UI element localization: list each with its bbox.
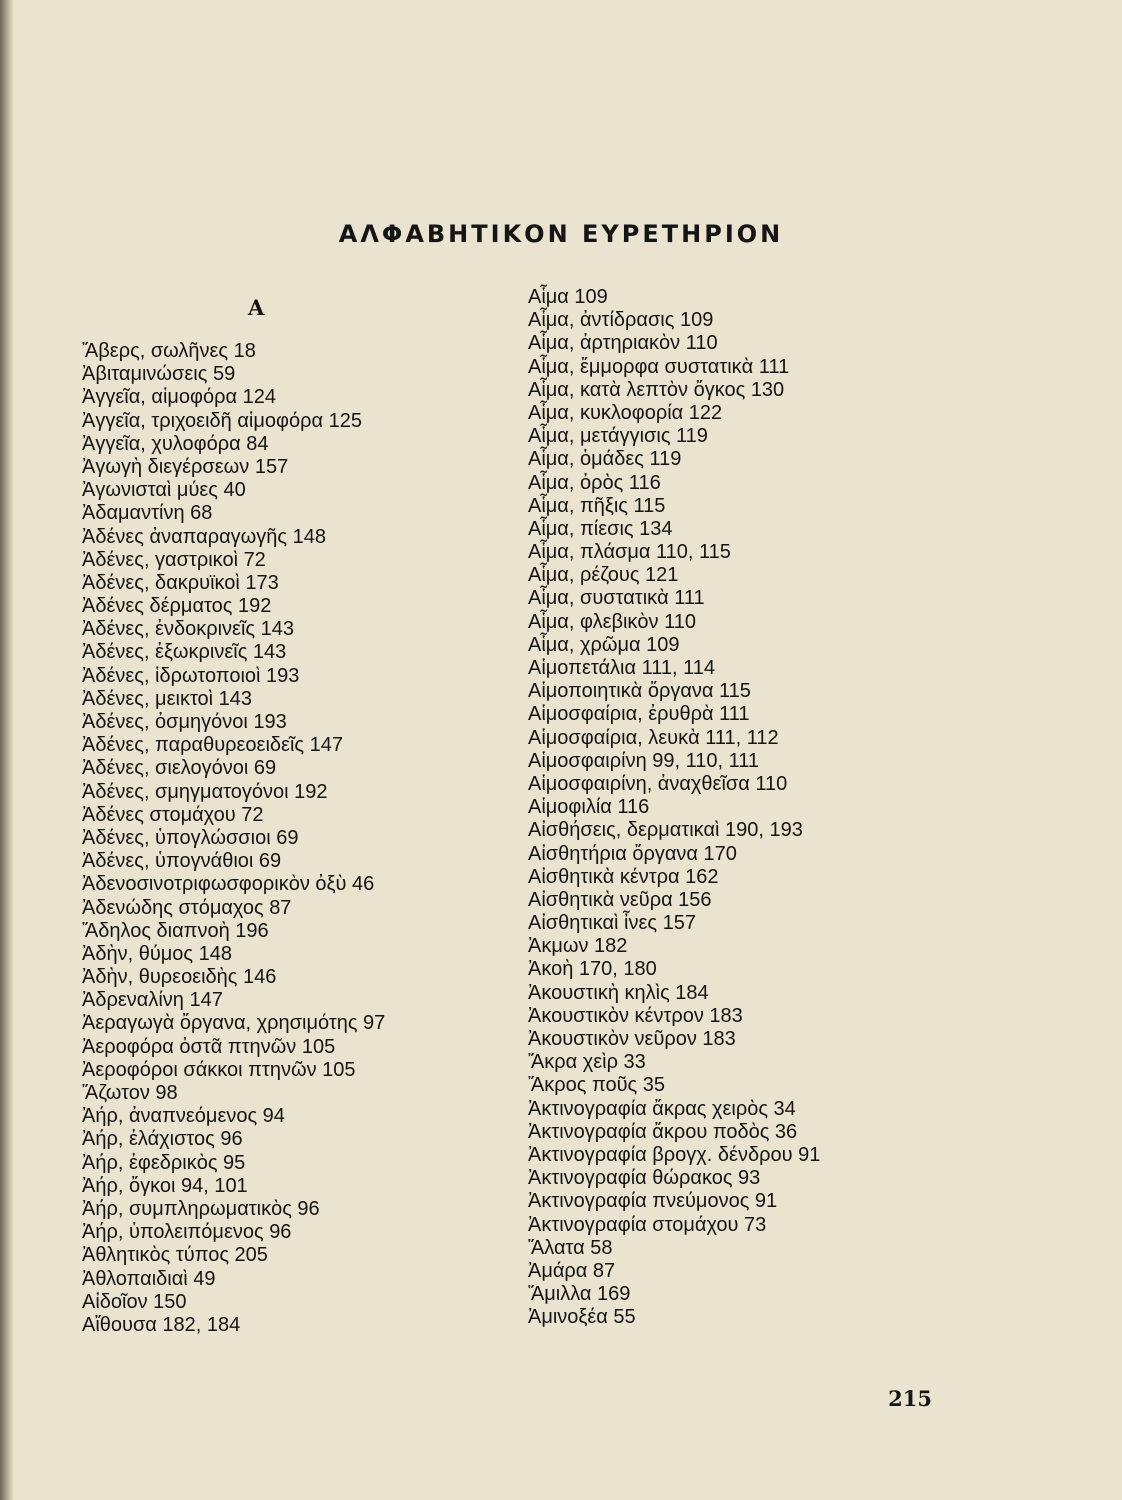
index-entry: Ἀεροφόροι σάκκοι πτηνῶν 105 [82, 1058, 356, 1081]
index-entry: Ἀκμων 182 [528, 935, 628, 958]
index-entry: Αἰσθητήρια ὄργανα 170 [528, 842, 737, 865]
index-entry: Ἀμάρα 87 [528, 1259, 616, 1282]
index-entry: Αἰσθητικὰ κέντρα 162 [528, 865, 719, 888]
index-entry: Ἀδὴν, θυρεοειδὴς 146 [82, 966, 277, 989]
index-entry: Ἀδένες, ὀσμηγόνοι 193 [82, 711, 287, 733]
index-entry: Ἀδενώδης στόμαχος 87 [82, 896, 292, 919]
index-entry: Ἀδένες, παραθυρεοειδεῖς 147 [82, 734, 343, 757]
index-entry: Ἀεραγωγὰ ὄργανα, χρησιμότης 97 [82, 1012, 386, 1035]
index-entry: Ἀήρ, συμπληρωματικὸς 96 [82, 1197, 320, 1220]
index-entry: Ἀκτινογραφία ἄκρου ποδὸς 36 [528, 1120, 798, 1143]
index-entry: Ἀδένες δέρματος 192 [82, 595, 272, 618]
index-entry: Ἀθλητικὸς τύπος 205 [82, 1244, 268, 1267]
index-entry: Ἀκτινογραφία πνεύμονος 91 [528, 1190, 778, 1213]
index-entry: Ἀβιταμινώσεις 59 [82, 363, 236, 386]
index-entry: Αἷμα, συστατικὰ 111 [528, 587, 705, 610]
index-entry: Ἄκρα χεὶρ 33 [528, 1051, 646, 1074]
index-entry: Αἷμα, χρῶμα 109 [528, 633, 680, 656]
index-entry: Αἰσθητικαὶ ἶνες 157 [528, 912, 696, 935]
index-entry: Αἷμα, μετάγγισις 119 [528, 425, 708, 448]
index-entry: Ἀκτινογραφία βρογχ. δένδρου 91 [528, 1143, 821, 1166]
index-entry: Αἰδοῖον 150 [82, 1290, 187, 1313]
index-entry: Ἀγγεῖα, χυλοφόρα 84 [82, 432, 269, 455]
index-entry: Ἀήρ, ὄγκοι 94, 101 [82, 1174, 248, 1197]
index-entry: Ἀγγεῖα, τριχοειδῆ αἱμοφόρα 125 [82, 409, 362, 432]
index-entry: Ἀγωνισταὶ μύες 40 [82, 479, 246, 502]
index-entry: Αἱμοφιλία 116 [528, 796, 650, 819]
index-entry: Αἷμα, κατὰ λεπτὸν ὄγκος 130 [528, 378, 785, 401]
index-entry: Αἷμα, ὁμάδες 119 [528, 448, 682, 471]
index-entry: Ἀδένες, γαστρικοὶ 72 [82, 548, 266, 571]
index-entry: Αἱμοπετάλια 111, 114 [528, 657, 716, 679]
index-entry: Αἷμα 109 [528, 286, 608, 308]
index-entry: Ἀκτινογραφία θώρακος 93 [528, 1167, 761, 1190]
index-entry: Αἰσθήσεις, δερματικαὶ 190, 193 [528, 819, 803, 842]
index-entry: Αἷμα, κυκλοφορία 122 [528, 401, 723, 424]
index-entry: Ἀδένες ἀναπαραγωγῆς 148 [82, 525, 326, 548]
index-entry: Ἄβερς, σωλῆνες 18 [82, 340, 256, 362]
index-entry: Ἀήρ, ἀναπνεόμενος 94 [82, 1105, 285, 1128]
index-entry: Αἷμα, ὀρὸς 116 [528, 471, 661, 494]
index-entry: Ἀδενοσινοτριφωσφορικὸν ὀξὺ 46 [82, 873, 375, 896]
index-entry: Αἷμα, ρέζους 121 [528, 564, 679, 587]
index-entry: Ἀμινοξέα 55 [528, 1306, 636, 1329]
index-entry: Ἀδένες, σιελογόνοι 69 [82, 757, 277, 780]
index-entry: Αἱμοποιητικὰ ὄργανα 115 [528, 680, 751, 703]
index-entry: Ἀκτινογραφία ἄκρας χειρὸς 34 [528, 1097, 796, 1120]
index-entry: Ἀήρ, ἐφεδρικὸς 95 [82, 1151, 246, 1174]
index-entry: Ἀδένες, ὑπογνάθιοι 69 [82, 850, 282, 873]
index-entry: Αἱμοσφαίρια, λευκὰ 111, 112 [528, 726, 779, 749]
index-entry: Ἅμιλλα 169 [528, 1283, 631, 1306]
index-entry: Ἀδαμαντίνη 68 [82, 502, 213, 525]
index-entry: Αἷμα, ἀρτηριακὸν 110 [528, 332, 718, 355]
index-entry: Ἀκουστικὸν νεῦρον 183 [528, 1028, 736, 1050]
index-entry: Ἀήρ, ἐλάχιστος 96 [82, 1128, 243, 1151]
index-entry: Αἰσθητικὰ νεῦρα 156 [528, 888, 712, 911]
index-entry: Αἷμα, πίεσις 134 [528, 517, 673, 540]
index-entry: Ἀδένες, δακρυϊκοὶ 173 [82, 571, 279, 594]
section-letter: Α [248, 295, 265, 320]
index-entry: Ἀδρεναλίνη 147 [82, 989, 223, 1012]
index-entry: Αἷμα, πῆξις 115 [528, 494, 666, 517]
index-entry: Ἀγγεῖα, αἱμοφόρα 124 [82, 386, 276, 409]
index-entry: Ἀγωγὴ διεγέρσεων 157 [82, 455, 289, 478]
index-entry: Ἀδένες, ἐξωκρινεῖς 143 [82, 641, 287, 664]
page-title: ΑΛΦΑΒΗΤΙΚΟΝ ΕΥΡΕΤΗΡΙΟΝ [338, 220, 784, 248]
index-entry: Ἀδένες, ἐνδοκρινεῖς 143 [82, 618, 294, 641]
index-entry: Ἄκρος ποῦς 35 [528, 1074, 665, 1097]
index-entry: Ἀδένες, ἱδρωτοποιοὶ 193 [82, 664, 300, 687]
index-entry: Ἀήρ, ὑπολειπόμενος 96 [82, 1221, 292, 1244]
index-entry: Ἀδένες στομάχου 72 [82, 803, 264, 826]
index-entry: Αἱμοσφαιρίνη, ἀναχθεῖσα 110 [528, 772, 788, 795]
index-entry: Ἀδένες, ὑπογλώσσιοι 69 [82, 826, 299, 849]
index-entry: Ἀθλοπαιδιαὶ 49 [82, 1267, 216, 1290]
index-entry: Αἷμα, ἀντίδρασις 109 [528, 309, 714, 332]
index-entry: Ἀκτινογραφία στομάχου 73 [528, 1213, 767, 1236]
index-entry: Ἅλατα 58 [528, 1236, 613, 1259]
index-entry: Ἀκουστικὸν κέντρον 183 [528, 1004, 743, 1027]
index-entry: Ἀδὴν, θύμος 148 [82, 942, 232, 965]
index-entry: Ἀκοὴ 170, 180 [528, 958, 657, 981]
index-entry: Αἷμα, φλεβικὸν 110 [528, 610, 696, 633]
index-entry: Ἄδηλος διαπνοὴ 196 [82, 919, 269, 942]
index-entry: Ἀεροφόρα ὀστᾶ πτηνῶν 105 [82, 1035, 336, 1058]
index-column-left [82, 340, 385, 1337]
index-entry: Ἄζωτον 98 [82, 1082, 178, 1104]
index-entry: Αἷμα, πλάσμα 110, 115 [528, 541, 731, 564]
page-number: 215 [888, 1386, 932, 1411]
index-entry: Ἀκουστικὴ κηλὶς 184 [528, 981, 709, 1004]
index-entry: Αἱμοσφαίρια, ἐρυθρὰ 111 [528, 703, 750, 726]
index-entry: Αἴθουσα 182, 184 [82, 1313, 241, 1336]
index-entry: Αἱμοσφαιρίνη 99, 110, 111 [528, 749, 760, 772]
index-entry: Ἀδένες, μεικτοὶ 143 [82, 687, 253, 710]
index-entry: Ἀδένες, σμηγματογόνοι 192 [82, 780, 328, 803]
index-column-right [528, 286, 820, 1329]
index-entry: Αἷμα, ἔμμορφα συστατικὰ 111 [528, 355, 790, 378]
